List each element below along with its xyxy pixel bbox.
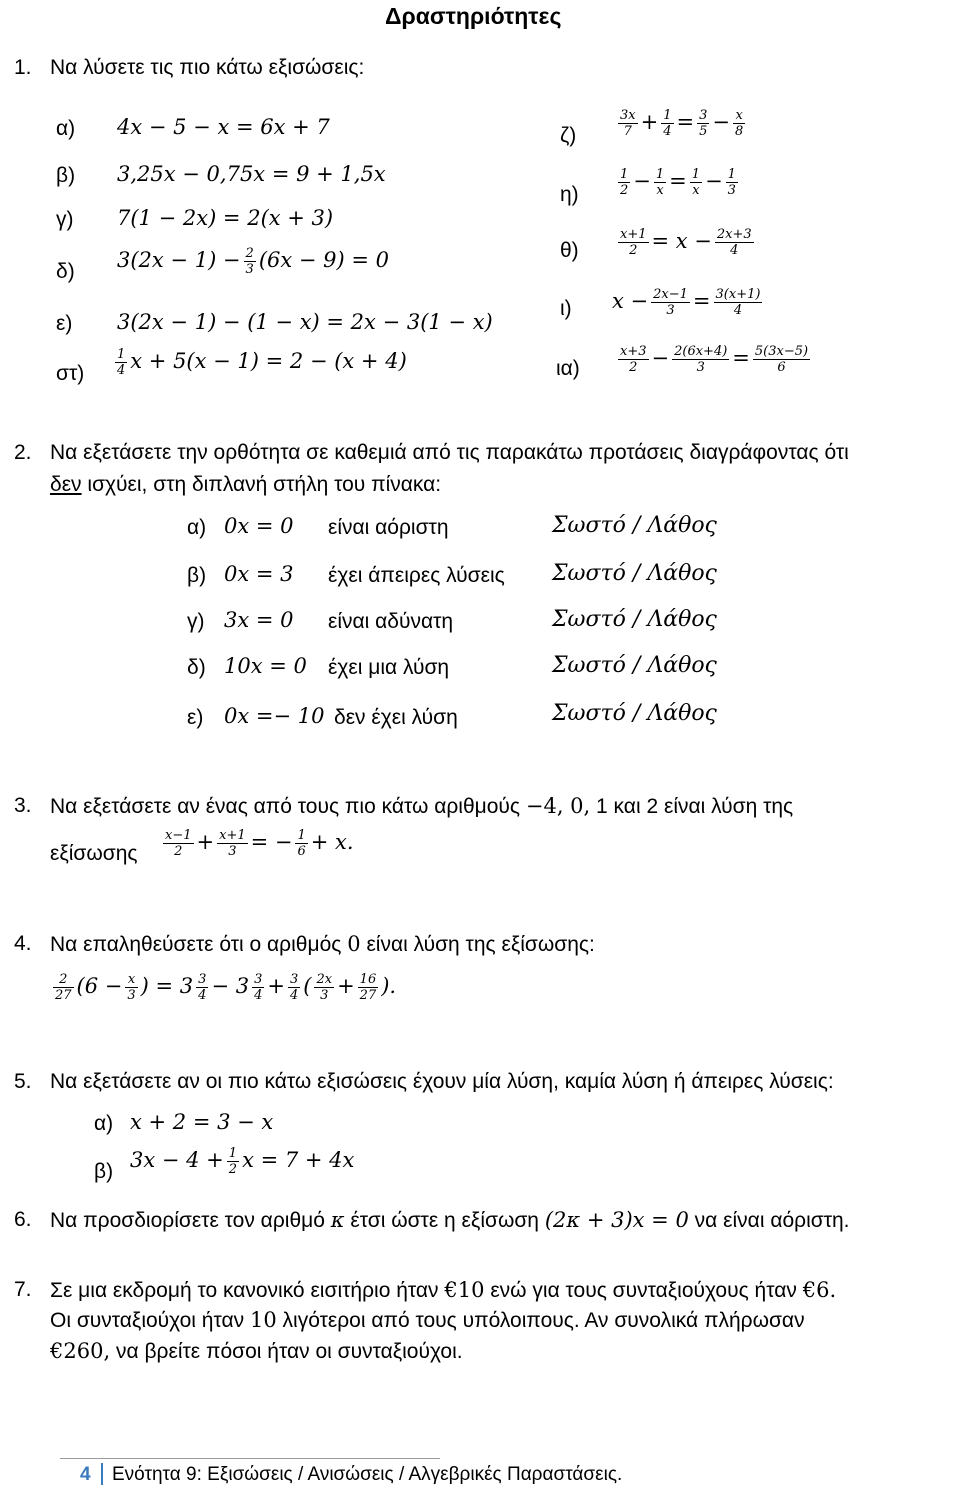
ex6-text [50,1208,850,1233]
emphasis-underline: δεν [50,473,82,496]
equation-part: ( [303,974,312,998]
fraction-numerator: 3(x+1) [715,287,761,302]
footer-divider [101,1463,103,1485]
fraction-denominator: 3 [245,262,254,277]
fraction [295,828,307,859]
fraction-denominator: 2 [228,1162,238,1177]
ex7-line3 [50,1339,463,1364]
ex1-label: θ) [560,239,579,262]
fraction-denominator: 3 [727,183,736,198]
operator: = [669,169,687,193]
ex6-text-part: έτσι ώστε η εξίσωση [350,1209,539,1232]
fraction [618,167,630,198]
fraction-denominator: 4 [254,988,263,1003]
ex7-text-part: ενώ για τους συνταξιούχους ήταν [490,1279,797,1302]
ex5-equation: x + 2 = 3 − x [130,1110,274,1134]
ex7-line2 [50,1308,805,1333]
fraction [196,972,208,1003]
ex1-equation: 7(1 − 2x) = 2(x + 3) [117,206,334,230]
fraction [163,828,194,859]
ex2-description: έχει άπειρες λύσεις [328,564,505,587]
fraction-denominator: 3 [666,303,675,318]
fraction-denominator: x [656,183,664,198]
fraction-denominator: x [692,183,700,198]
ex2-label: δ) [187,656,206,679]
fraction-denominator: 5 [699,124,708,139]
fraction-denominator: 3 [320,988,329,1003]
fraction-denominator: 27 [55,988,72,1003]
ex2-label: β) [187,564,207,587]
ex1-equation [112,347,407,378]
ex2-text-line2 [50,473,441,497]
fraction [115,347,127,378]
fraction-denominator: 6 [297,844,306,859]
fraction-numerator: 1 [228,1146,238,1161]
fraction [733,108,745,139]
fraction-numerator: 2x+3 [716,227,752,242]
footer-text: Ενότητα 9: Εξισώσεις / Ανισώσεις / Αλγεβρικές Παραστάσεις. [112,1464,623,1485]
fraction-numerator: 1 [655,167,665,182]
fraction-numerator: 2x−1 [653,287,688,302]
fraction [672,344,729,375]
ex2-answer-choice[interactable]: Σωστό / Λάθος [552,607,717,632]
equation-part: x + 5(x − 1) = 2 − (x + 4) [130,349,407,373]
fraction-denominator: 3 [696,360,705,375]
ex2-description: είναι αδύνατη [328,610,454,633]
ex1-label: η) [560,183,579,206]
ex1-equation [615,108,748,139]
fraction-denominator: 4 [733,303,743,318]
fraction [53,972,74,1003]
ex2-text-line1: Να εξετάσετε την ορθότητα σε καθεμιά από τις παρακάτω προτάσεις διαγράφοντας ότι [50,441,849,464]
operator: = [676,110,695,134]
fraction [714,287,763,318]
operator: + [196,830,215,854]
ex3-number: 3. [14,794,32,817]
fraction [314,972,334,1003]
ex1-label: α) [56,117,76,140]
fraction [227,1146,239,1177]
ex4-text [50,932,595,957]
ex2-label: ε) [187,706,204,729]
fraction [618,344,649,375]
fraction-numerator: 2x [316,972,333,987]
ex7-text-part: να βρείτε πόσοι ήταν οι συνταξιούχοι. [115,1340,463,1363]
equation-part: x − [612,289,649,313]
page-title: Δραστηριότητες [385,3,562,29]
fraction-numerator: 1 [727,167,736,182]
ex1-label: ε) [56,312,73,335]
equation-part: 3(2x − 1) − [117,248,241,272]
ex1-label: στ) [56,362,85,385]
fraction-numerator: x [125,972,137,988]
fraction [697,108,709,139]
ex7-text-part: Οι συνταξιούχοι ήταν [50,1309,245,1332]
ex2-equation: 0x = 0 [224,514,294,538]
fraction-numerator: 16 [359,972,377,987]
fraction-numerator: 1 [117,347,126,362]
fraction-numerator: 2 [53,972,74,988]
ex2-description: έχει μια λύση [328,656,450,679]
fraction [618,227,649,258]
fraction-denominator: 3 [228,844,237,859]
ex1-equation [612,287,765,318]
ex1-equation: 3,25x − 0,75x = 9 + 1,5x [117,162,386,186]
operator: = [732,346,750,370]
ex2-equation: 3x = 0 [224,608,294,632]
ex3-numbers: −4, 0, [525,794,591,818]
fraction-denominator: 6 [777,360,786,375]
fraction [651,287,690,318]
ex1-label: ι) [560,297,572,320]
equation-part: − 3 [211,974,250,998]
fraction-denominator: 2 [629,243,638,258]
ex4-number-zero: 0 [347,932,361,956]
ex7-count: 10 [249,1308,277,1332]
ex2-label: α) [187,516,207,539]
ex3-equation [160,828,354,859]
fraction [125,972,137,1003]
fraction [618,108,638,139]
ex2-label: γ) [187,610,205,633]
equation-part: 3x − 4 + [130,1148,224,1172]
ex1-equation [615,167,741,198]
ex5-equation [130,1146,354,1177]
fraction-numerator: x+3 [620,344,647,359]
ex5-text: Να εξετάσετε αν οι πιο κάτω εξισώσεις έχουν μία λύση, καμία λύση ή άπειρες λύσεις: [50,1070,834,1093]
ex3-text: 1 και 2 είναι λύση της [596,795,794,818]
fraction [252,972,264,1003]
fraction-numerator: x+1 [620,227,647,242]
fraction [726,167,738,198]
ex7-price: €260, [50,1339,111,1363]
ex2-equation: 10x = 0 [224,654,307,678]
ex1-equation [117,246,389,277]
ex6-equation: (2κ + 3)x = 0 [544,1208,689,1232]
operator: − [633,169,651,193]
equation-part: ) = 3 [140,974,194,998]
equation-part: (6 − [76,974,123,998]
ex1-label: ια) [556,357,580,380]
operator: − [712,110,730,134]
equation-part: = [692,289,711,313]
ex1-equation [615,227,757,258]
fraction-numerator: 3 [699,108,708,123]
ex7-number: 7. [14,1278,32,1301]
fraction-numerator: 1 [620,167,629,182]
ex5-number: 5. [14,1070,32,1093]
fraction [244,246,256,277]
ex2-description: δεν έχει λύση [334,706,458,729]
ex2-equation: 0x =− 10 [224,704,325,728]
fraction-denominator: 4 [730,243,739,258]
fraction-numerator: 3 [198,972,207,987]
ex4-equation [50,972,396,1003]
fraction [288,972,300,1003]
fraction [661,108,673,139]
ex1-label: ζ) [560,124,577,147]
ex6-variable: κ [330,1208,345,1232]
ex4-text-part: Να επαληθεύσετε ότι ο αριθμός [50,933,342,956]
fraction [753,344,810,375]
ex2-answer-choice[interactable]: Σωστό / Λάθος [552,561,717,586]
ex6-text-part: να είναι αόριστη. [694,1209,850,1232]
ex7-text-part: λιγότεροι από τους υπόλοιπους. Αν συνολικά πλήρωσαν [282,1309,805,1332]
ex2-answer-choice[interactable]: Σωστό / Λάθος [552,653,717,678]
ex6-number: 6. [14,1208,32,1231]
fraction-denominator: 8 [735,124,744,139]
fraction-denominator: 2 [620,183,629,198]
ex7-line1 [50,1278,836,1303]
fraction [690,167,702,198]
ex1-equation: 4x − 5 − x = 6x + 7 [117,115,330,139]
fraction [358,972,379,1003]
fraction-denominator: 4 [117,363,126,378]
fraction-numerator: 2 [245,246,254,261]
fraction [715,227,754,258]
equation-part: = x − [651,229,712,253]
ex2-answer-choice[interactable]: Σωστό / Λάθος [552,513,717,538]
ex1-text: Να λύσετε τις πιο κάτω εξισώσεις: [50,56,365,79]
ex7-text-part: Σε μια εκδρομή το κανονικό εισιτήριο ήταν [50,1279,439,1302]
fraction-numerator: x−1 [165,828,192,843]
fraction-denominator: 7 [623,124,632,139]
fraction-denominator: 2 [174,844,183,859]
operator: = − [250,830,293,854]
equation-part: ). [381,974,397,998]
ex7-price: €10 [444,1278,485,1302]
ex3-text-line2: εξίσωσης [50,842,138,865]
fraction-numerator: 1 [297,828,306,843]
ex3-text-line1 [50,794,793,819]
operator: + [640,110,659,134]
ex1-number: 1. [14,56,32,79]
ex5-label: β) [94,1160,114,1183]
ex6-text-part: Να προσδιορίσετε τον αριθμό [50,1209,325,1232]
ex5-label: α) [94,1112,114,1135]
operator: + [267,974,285,998]
operator: + [337,974,355,998]
equation-part: + x. [310,830,354,854]
fraction-numerator: 3 [254,972,263,987]
ex2-equation: 0x = 3 [224,562,294,586]
ex1-label: δ) [56,260,75,283]
fraction-denominator: 27 [359,988,377,1003]
ex1-equation: 3(2x − 1) − (1 − x) = 2x − 3(1 − x) [117,310,493,334]
ex1-label: γ) [56,208,74,231]
operator: − [651,346,670,370]
fraction-numerator: 3x [620,108,636,123]
ex7-price: €6. [802,1278,837,1302]
fraction-denominator: 4 [289,988,299,1003]
ex2-description: είναι αόριστη [328,516,449,539]
fraction [217,828,248,859]
ex2-number: 2. [14,441,32,464]
ex1-equation [615,344,813,375]
fraction-denominator: 4 [663,124,672,139]
fraction-numerator: 1 [663,108,672,123]
ex4-text-part: είναι λύση της εξίσωσης: [366,933,595,956]
page-number: 4 [80,1464,91,1485]
ex3-text: Να εξετάσετε αν ένας από τους πιο κάτω αριθμούς [50,795,521,818]
fraction-numerator: x [733,108,745,124]
ex4-number: 4. [14,932,32,955]
fraction [654,167,666,198]
fraction-denominator: 4 [198,988,207,1003]
fraction-numerator: 3 [289,972,299,987]
fraction-denominator: 2 [629,360,638,375]
ex1-label: β) [56,164,76,187]
equation-part: (6x − 9) = 0 [258,248,390,272]
operator: − [705,169,723,193]
fraction-denominator: 3 [127,988,136,1003]
fraction-numerator: 2(6x+4) [674,344,728,359]
ex2-answer-choice[interactable]: Σωστό / Λάθος [552,701,717,726]
fraction-numerator: x+1 [219,828,246,843]
fraction-numerator: 5(3x−5) [754,344,809,359]
fraction-numerator: 1 [691,167,701,182]
ex2-text-rest: ισχύει, στη διπλανή στήλη του πίνακα: [81,473,442,496]
equation-part: x = 7 + 4x [242,1148,355,1172]
footer-rule [60,1458,440,1459]
